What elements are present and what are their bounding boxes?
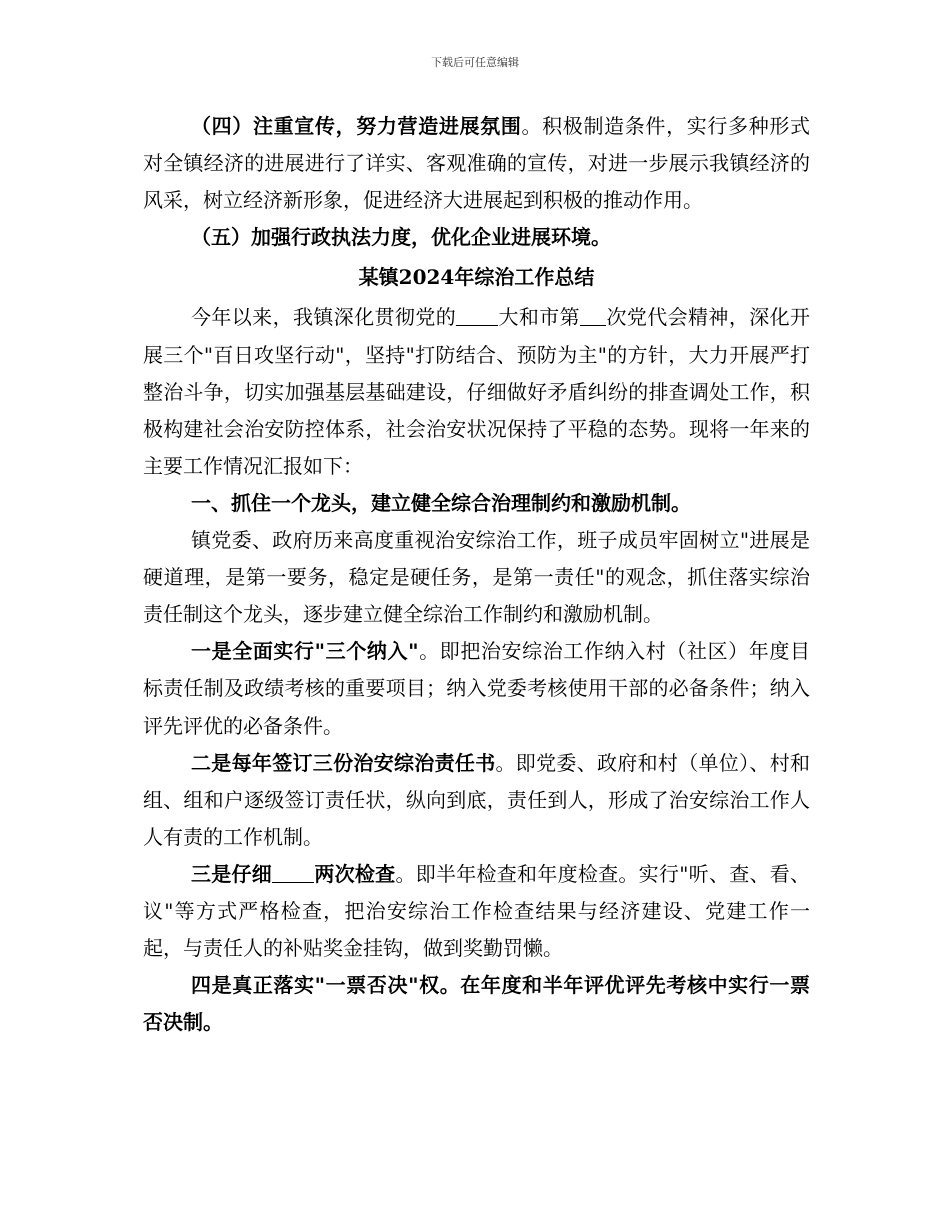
section-1-heading: 一、抓住一个龙头，建立健全综合治理制约和激励机制。 (191, 490, 691, 515)
paragraph-publicity (143, 108, 810, 219)
paragraph-publicity-lead: （四）注重宣传，努力营造进展氛围 (191, 114, 522, 138)
intro-part-2: 大和市第 (498, 305, 581, 330)
item-three-body: 。即半年检查和年度检查。实行"听、查、看、议"等方式严格检查，把治安综治工作检查结果与经济建设、党建工作一起，与责任人的补贴奖金挂钩，做到奖勤罚懒。 (143, 861, 811, 961)
intro-part-3: 次党代会精神，深化开展三个"百日攻坚行动"，坚持"打防结合、预防为主"的方针，大力开展严打整治斗争，切实加强基层基础建设，仔细做好矛盾纠纷的排查调处工作，积极构建社会治安防控体系，社会治安状况保持了平稳的态势。现将一年来的主要工作情况汇报如下： (143, 305, 811, 478)
document-body (143, 108, 810, 1041)
paragraph-law-enforcement: （五）加强行政执法力度，优化企业进展环境。 (191, 225, 611, 250)
page-header: 下载后可任意编辑 (431, 56, 519, 69)
item-four: 四是真正落实"一票否决"权。在年度和半年评优评先考核中实行一票否决制。 (143, 973, 810, 1035)
blank-underline (456, 305, 498, 326)
document-title: 某镇2024年综治工作总结 (358, 265, 595, 290)
section-1-body: 镇党委、政府历来高度重视治安综治工作，班子成员牢固树立"进展是硬道理，是第一要务，稳定是硬任务，是第一责任"的观念，抓住落实综治责任制这个龙头，逐步建立健全综治工作制约和激励机制。 (143, 528, 810, 627)
blank-underline (272, 862, 314, 883)
item-two-body: 。即党委、政府和村（单位）、村和组、组和户逐级签订责任状，纵向到底，责任到人，形成了治安综治工作人人有责的工作机制。 (143, 750, 810, 849)
item-two (143, 745, 810, 856)
item-two-lead: 二是每年签订三份治安综治责任书 (191, 750, 496, 775)
item-one (143, 633, 810, 744)
item-one-lead: 一是全面实行"三个纳入" (191, 639, 419, 664)
item-three-lead-2: 两次检查 (314, 861, 396, 886)
item-three (143, 856, 810, 967)
item-one-body: 。即把治安综治工作纳入村（社区）年度目标责任制及政绩考核的重要项目；纳入党委考核使用干部的必备条件；纳入评先评优的必备条件。 (143, 639, 810, 738)
intro-paragraph (143, 299, 810, 484)
blank-underline (580, 305, 606, 326)
intro-part-1: 今年以来，我镇深化贯彻党的 (191, 305, 457, 330)
paragraph-publicity-body: 。积极制造条件，实行多种形式对全镇经济的进展进行了详实、客观准确的宣传，对进一步展示我镇经济的风采，树立经济新形象，促进经济大进展起到积极的推动作用。 (143, 114, 811, 213)
item-three-lead-1: 三是仔细 (191, 861, 273, 886)
